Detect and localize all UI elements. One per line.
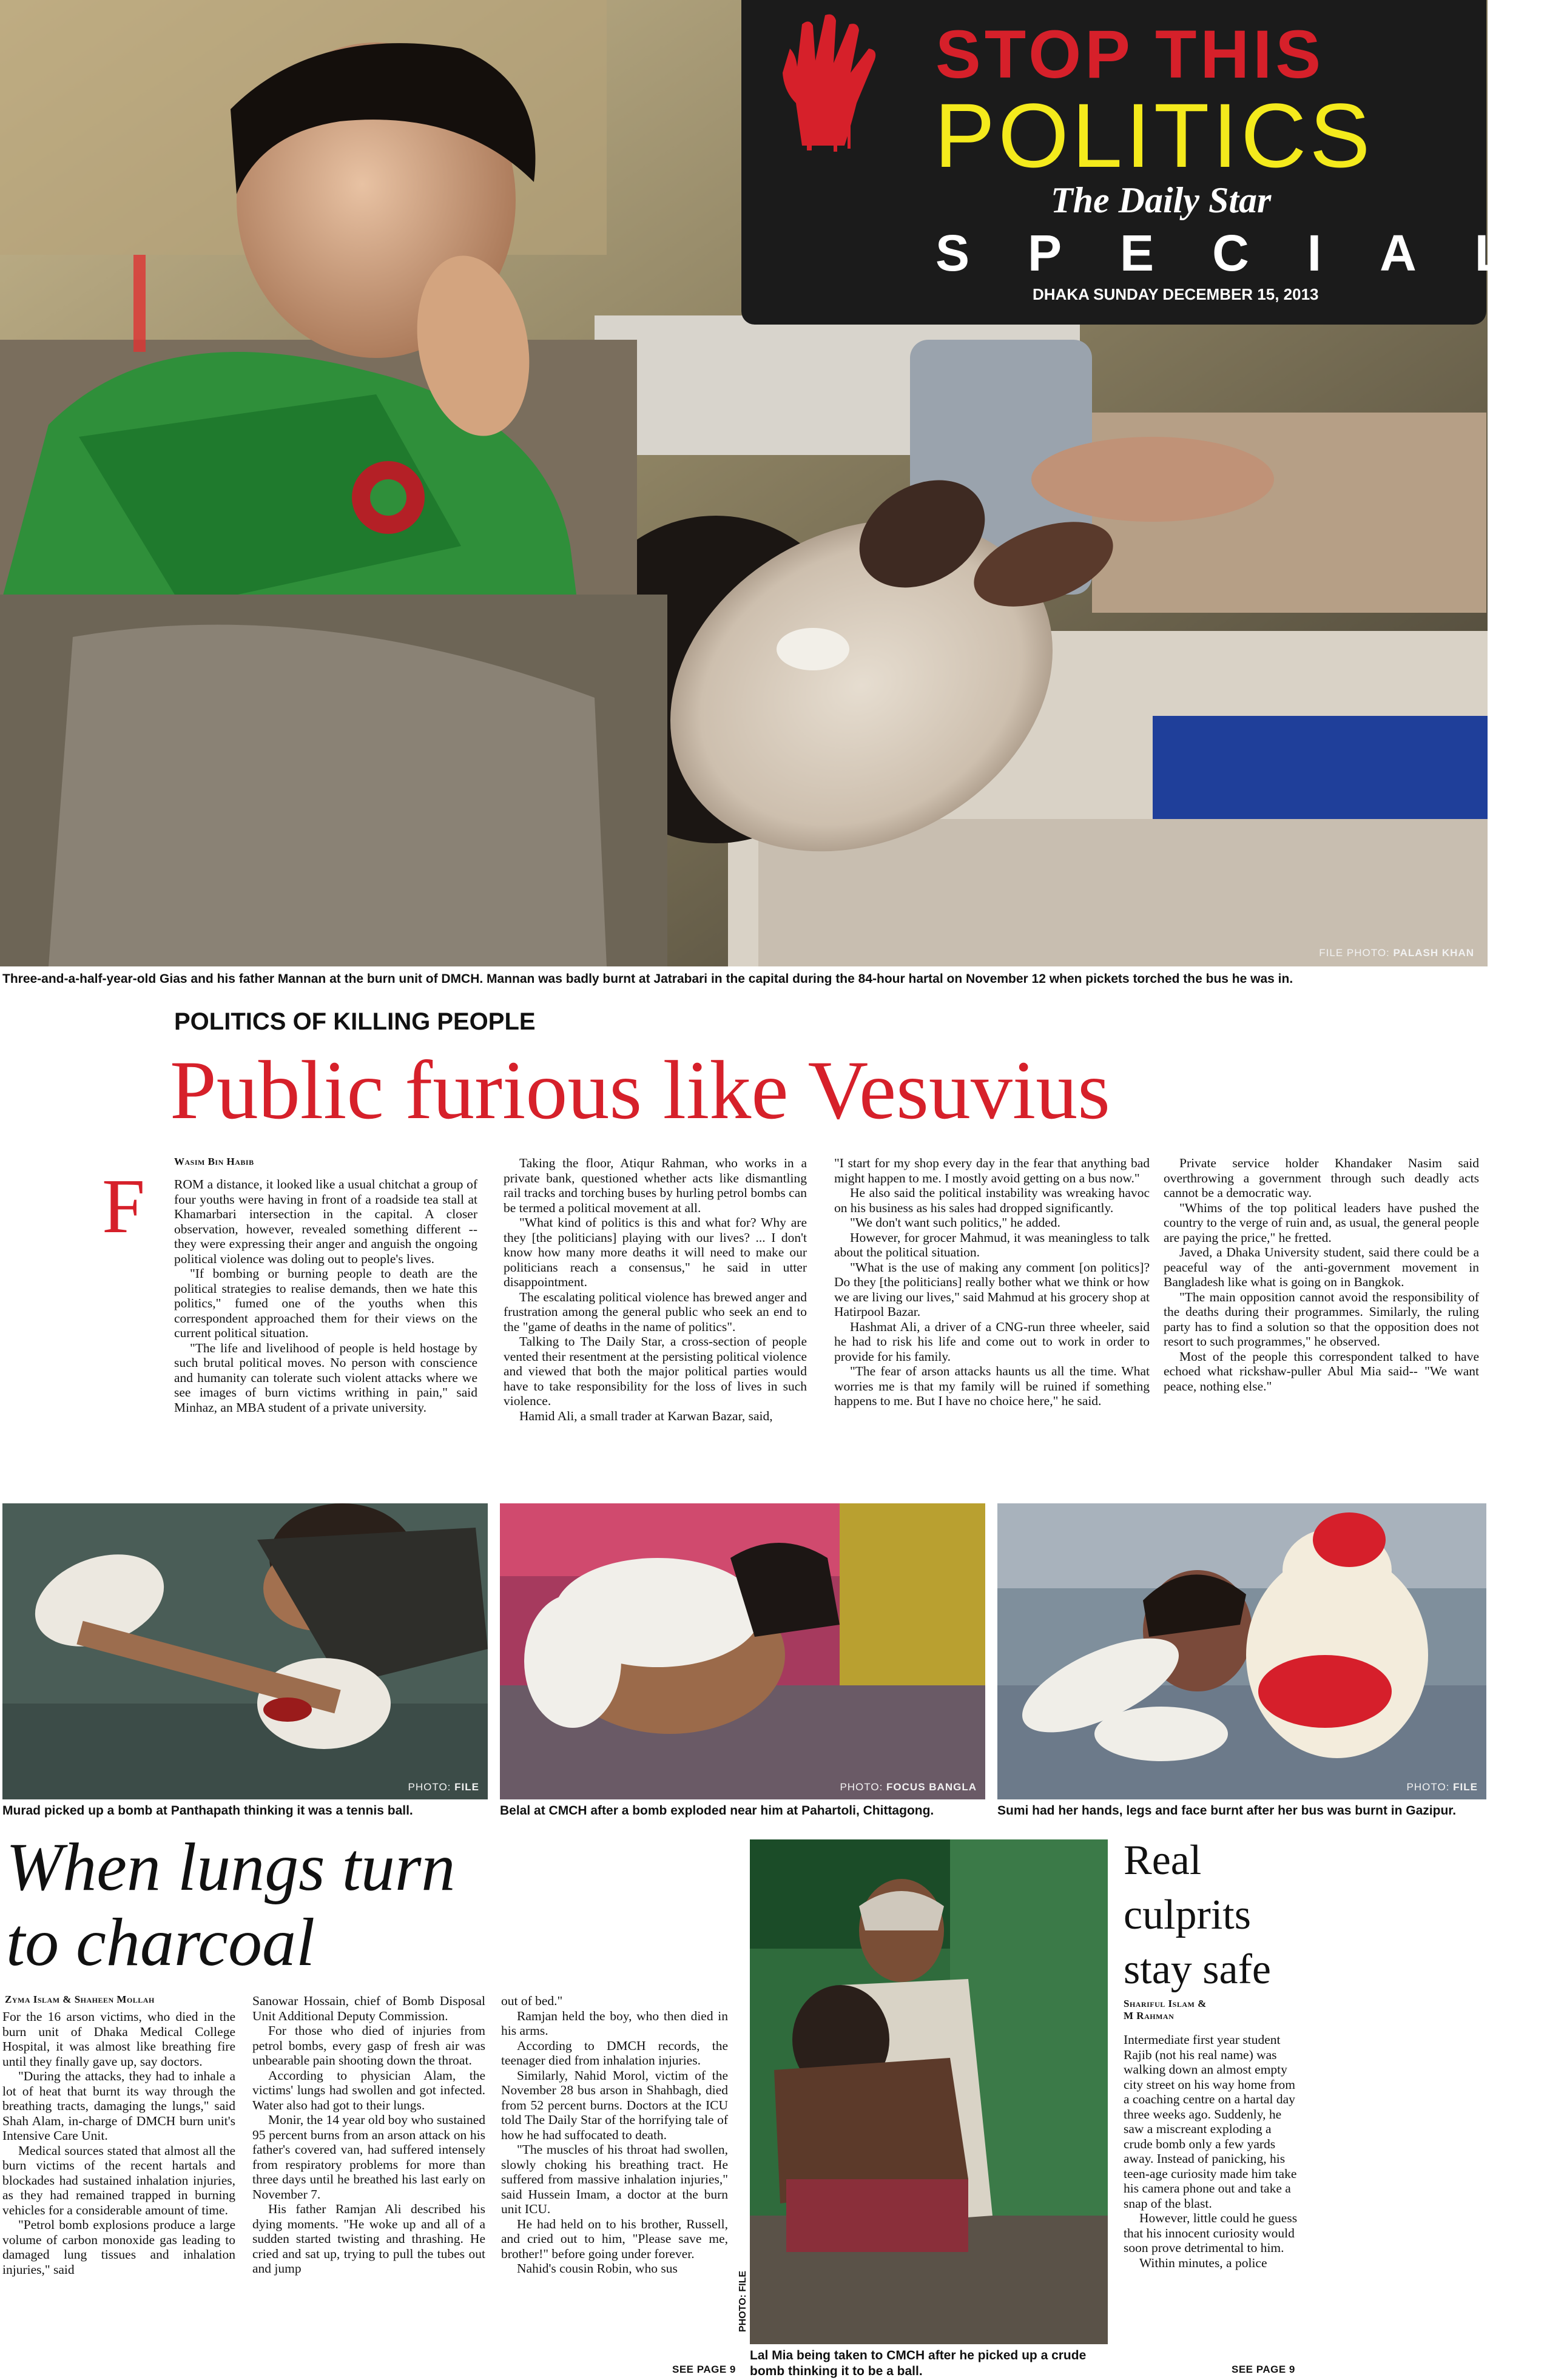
lal-mia-photo <box>738 1839 1108 2344</box>
paragraph: Intermediate first year student Rajib (not his real name) was walking down an almost empty city street on his way home from a coaching centre on a hartal day three weeks ago. Suddenly, he saw a miscreant exploding a crude bomb only a few yards away. Instead of panicking, his teen-age curiosity made him take his camera phone out and take a snap of the blast. <box>1124 2032 1297 2211</box>
paragraph: "The main opposition cannot avoid the responsibility of the deaths during their programmes. Similarly, the ruling party has to find a solution so that the opposition does not resort to such programmes," he observed. <box>1164 1289 1479 1349</box>
belal-photo-art <box>500 1503 985 1799</box>
article1-kicker: POLITICS OF KILLING PEOPLE <box>174 1008 536 1035</box>
paragraph: For those who died of injuries from petrol bombs, every gasp of fresh air was unbearable pain shooting down the throat. <box>252 2023 485 2068</box>
lal-mia-caption: Lal Mia being taken to CMCH after he picked up a crude bomb thinking it to be a ball. <box>750 2348 1087 2378</box>
paragraph: out of bed." <box>501 1994 563 2008</box>
belal-caption: Belal at CMCH after a bomb exploded near him at Pahartoli, Chittagong. <box>500 1804 934 1818</box>
paragraph: "What is the use of making any comment [on politics]? Do they [the politicians] really bother what we think or how we are living our lives," said Mahmud at his grocery shop at Hatirpool Bazar. <box>834 1259 1150 1319</box>
paragraph: Within minutes, a police <box>1139 2255 1267 2270</box>
paragraph: "The life and livelihood of people is held hostage by such brutal political moves. No person with conscience and humanity can tolerate such violent attacks where we see images of burn victims writhing in pain," said Minhaz, an MBA student of a private university. <box>174 1340 477 1415</box>
article1-headline: Public furious like Vesuvius <box>170 1043 1110 1136</box>
paragraph: He also said the political instability was wreaking havoc on his business as his sales had dropped significantly. <box>834 1185 1150 1215</box>
paragraph: Hashmat Ali, a driver of a CNG-run three wheeler, said he had to risk his life and come out to work in order to provide for his family. <box>834 1319 1150 1364</box>
murad-caption: Murad picked up a bomb at Panthapath thinking it was a tennis ball. <box>2 1804 413 1818</box>
paragraph: His father Ramjan Ali described his dying moments. "He woke up and all of a sudden started twisting and thrashing. He cried and sat up, trying to pull the tubes out and jump <box>252 2202 485 2276</box>
masthead-paper-name: The Daily Star <box>1051 180 1272 220</box>
masthead-line1: STOP THIS <box>935 16 1325 92</box>
paragraph: Hamid Ali, a small trader at Karwan Bazar, said, <box>519 1408 773 1423</box>
paragraph: Javed, a Dhaka University student, said there could be a peaceful way of the anti-government movement in Bangladesh like what is going on in Bangkok. <box>1164 1245 1479 1289</box>
paragraph: "I start for my shop every day in the fear that anything bad might happen to me. I mostly avoid getting on a bus now." <box>834 1156 1150 1185</box>
murad-photo-art <box>2 1503 488 1799</box>
paragraph: "During the attacks, they had to inhale a lot of heat that burnt its way through the breathing tracts, damaging the lungs," said Shah Alam, in-charge of DMCH burn unit's Intensive Care Unit. <box>2 2069 235 2143</box>
article1-col3 <box>834 1156 1150 1409</box>
credit-label: FILE PHOTO: <box>1319 947 1390 959</box>
credit-label: PHOTO: <box>1406 1781 1450 1793</box>
paragraph: "The muscles of his throat had swollen, slowly choking his breathing tract. He suffered from massive inhalation injuries," said Hussein Imam, a doctor at the burn unit ICU. <box>501 2142 728 2216</box>
paragraph: "Whims of the top political leaders have pushed the country to the verge of ruin and, as usual, the general people are paying the price," he fretted. <box>1164 1200 1479 1245</box>
paragraph: However, little could he guess that his innocent curiosity would soon prove detrimental to him. <box>1124 2211 1298 2255</box>
paragraph: He had held on to his brother, Russell, and cried out to him, "Please save me, brother!" before going under forever. <box>501 2216 728 2261</box>
masthead-dateline: DHAKA SUNDAY DECEMBER 15, 2013 <box>1033 285 1319 303</box>
article1-dropcap: F <box>102 1163 146 1249</box>
paragraph: According to DMCH records, the teenager died from inhalation injuries. <box>501 2038 728 2068</box>
credit-name: FOCUS BANGLA <box>886 1781 977 1793</box>
paragraph: Taking the floor, Atiqur Rahman, who works in a private bank, questioned whether acts like dismantling rail tracks and torching buses by hurling petrol bombs can be termed a political movement at all. <box>504 1156 807 1215</box>
paragraph: "We don't want such politics," he added. <box>850 1215 1060 1230</box>
paragraph: Most of the people this correspondent talked to have echoed what rickshaw-puller Abul Mia said-- "We want peace, nothing else." <box>1164 1349 1479 1394</box>
paragraph: "What kind of politics is this and what for? Why are they [the politicians] playing with our lives? ... I don't know how many more deaths it will need to make our politicians reach a consensus," he said in utter disappointment. <box>504 1215 807 1289</box>
article1-col4 <box>1164 1156 1479 1394</box>
paragraph: ROM a distance, it looked like a usual chitchat a group of four youths were having in front of a roadside tea stall at Khamarbari intersection in the capital. A closer observation, however, revealed something different -- they were expressing their anger and anguish the ongoing political violence was doling out to people's lives. <box>174 1177 477 1266</box>
article2-col2 <box>252 1994 485 2276</box>
article2-byline: Zyma Islam & Shaheen Mollah <box>5 1994 155 2005</box>
paragraph: Talking to The Daily Star, a cross-section of people vented their resentment at the persisting political violence and viewed that both the major political parties would have to take responsibility for the loss of lives in such violence. <box>504 1334 807 1408</box>
article3-byline-line2: M Rahman <box>1124 2010 1175 2021</box>
masthead-special: SPECIAL <box>935 224 1564 281</box>
article1-col2 <box>504 1156 807 1423</box>
article3-see-page[interactable]: SEE PAGE 9 <box>1232 2364 1295 2375</box>
paragraph: Sanowar Hossain, chief of Bomb Disposal Unit Additional Deputy Commission. <box>252 1994 485 2023</box>
article1-col1 <box>174 1177 477 1415</box>
article2-col1 <box>2 2009 235 2277</box>
article2-col3 <box>501 1994 728 2276</box>
paragraph: "The fear of arson attacks haunts us all the time. What worries me is that my family will be ruined if something happens to me. But I have no choice here," he said. <box>834 1364 1150 1408</box>
article1-byline: Wasim Bin Habib <box>174 1156 254 1167</box>
hero-photo-credit <box>1319 947 1474 959</box>
masthead-panel <box>741 0 1564 325</box>
paragraph: Nahid's cousin Robin, who sus <box>517 2261 678 2276</box>
lal-mia-photo-credit: PHOTO: FILE <box>738 2270 748 2332</box>
paragraph: However, for grocer Mahmud, it was meaningless to talk about the political situation. <box>834 1230 1150 1259</box>
credit-label: PHOTO: <box>840 1781 883 1793</box>
article3-body <box>1124 2032 1299 2270</box>
sumi-photo-credit <box>1407 1781 1478 1793</box>
credit-name: FILE <box>1453 1781 1478 1793</box>
paragraph: The escalating political violence has brewed anger and frustration among the general public who seek an end to the "game of deaths in the name of politics". <box>504 1289 807 1334</box>
red-hand-icon <box>778 12 887 152</box>
paragraph: According to physician Alam, the victims' lungs had swollen and got infected. Water also had got to their lungs. <box>252 2068 485 2112</box>
paragraph: Similarly, Nahid Morol, victim of the November 28 bus arson in Shahbagh, died from 52 percent burns. Doctors at the ICU told The Daily Star of the horrifying tale of how he had suffocated to death. <box>501 2068 728 2142</box>
lal-mia-photo-art <box>750 1839 1108 2344</box>
paragraph: Ramjan held the boy, who then died in his arms. <box>501 2008 728 2038</box>
article2-see-page[interactable]: SEE PAGE 9 <box>672 2364 736 2375</box>
paragraph: "If bombing or burning people to death are the political strategies to realise demands, then we hate this politics," fumed one of the youths when this correspondent approached them for their views on the current political situation. <box>174 1266 477 1340</box>
paragraph: For the 16 arson victims, who died in the burn unit of Dhaka Medical College Hospital, it was almost like breathing fire until they finally gave up, say doctors. <box>2 2009 235 2069</box>
paragraph: Medical sources stated that almost all the burn victims of the recent hartals and blockades had sustained inhalation injuries, as they had remained trapped in burning vehicles for a considerable amount of time. <box>2 2143 235 2217</box>
murad-photo <box>2 1503 488 1799</box>
masthead-line2: POLITICS <box>934 84 1374 186</box>
hero-caption: Three-and-a-half-year-old Gias and his father Mannan at the burn unit of DMCH. Mannan was badly burnt at Jatrabari in the capital during the 84-hour hartal on November 12 when pickets torched the bus he was in. <box>2 972 1293 986</box>
article3-byline-line1: Shariful Islam & <box>1124 1998 1207 2009</box>
article2-headline-line1: When lungs turn <box>6 1830 456 1905</box>
paragraph: Private service holder Khandaker Nasim said overthrowing a government through such deadly acts cannot be a democratic way. <box>1164 1156 1479 1200</box>
article3-headline: Real culprits stay safe <box>1124 1837 1271 1993</box>
article2-headline-line2: to charcoal <box>6 1905 315 1980</box>
paragraph: "Petrol bomb explosions produce a large volume of carbon monoxide gas leading to damaged lung tissues and inhalation injuries," said <box>2 2217 235 2277</box>
belal-photo-credit <box>840 1781 977 1793</box>
credit-name: FILE <box>454 1781 479 1793</box>
paragraph: Monir, the 14 year old boy who sustained 95 percent burns from an arson attack on his father's covered van, had suffered intensely from respiratory problems for more than three days until he breathed his last early on November 7. <box>252 2112 485 2202</box>
murad-photo-credit <box>408 1781 479 1793</box>
sumi-photo <box>997 1503 1486 1799</box>
credit-name: PALASH KHAN <box>1393 947 1474 959</box>
credit-label: PHOTO: <box>408 1781 451 1793</box>
sumi-photo-art <box>997 1503 1486 1799</box>
sumi-caption: Sumi had her hands, legs and face burnt after her bus was burnt in Gazipur. <box>997 1804 1457 1818</box>
belal-photo <box>500 1503 985 1799</box>
